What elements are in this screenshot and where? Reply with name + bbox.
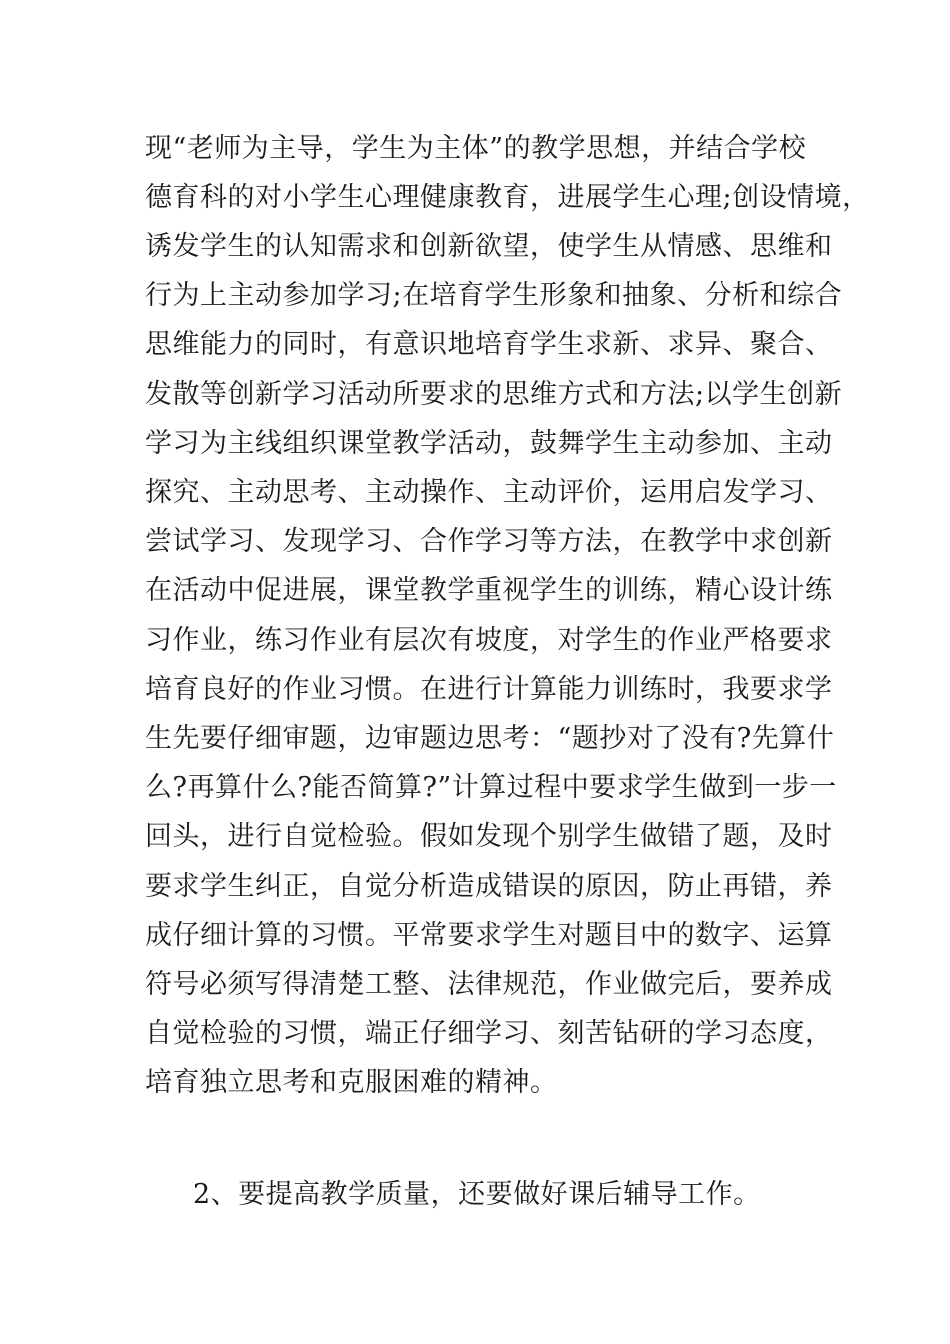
paragraph-line-3: 诱发学生的认知需求和创新欲望，使学生从情感、思维和	[145, 231, 833, 262]
paragraph-line-20: 培育独立思考和克服困难的精神。	[145, 1067, 558, 1098]
paragraph-line-6: 发散等创新学习活动所要求的思维方式和方法;以学生创新	[145, 379, 843, 410]
paragraph-line-12: 培育良好的作业习惯。在进行计算能力训练时，我要求学	[145, 674, 833, 705]
paragraph-line-13: 生先要仔细审题，边审题边思考：“题抄对了没有?先算什	[145, 723, 835, 754]
paragraph-line-15: 回头，进行自觉检验。假如发现个别学生做错了题，及时	[145, 821, 833, 852]
paragraph-line-7: 学习为主线组织课堂教学活动，鼓舞学生主动参加、主动	[145, 428, 833, 459]
paragraph-line-8: 探究、主动思考、主动操作、主动评价，运用启发学习、	[145, 477, 833, 508]
paragraph-line-5: 思维能力的同时，有意识地培育学生求新、求异、聚合、	[145, 329, 833, 360]
section-heading: 2、要提高教学质量，还要做好课后辅导工作。	[193, 1179, 761, 1210]
paragraph-line-19: 自觉检验的习惯，端正仔细学习、刻苦钻研的学习态度，	[145, 1018, 833, 1049]
paragraph-line-16: 要求学生纠正，自觉分析造成错误的原因，防止再错，养	[145, 871, 833, 902]
paragraph-line-17: 成仔细计算的习惯。平常要求学生对题目中的数字、运算	[145, 920, 833, 951]
paragraph-line-1: 现“老师为主导，学生为主体”的教学思想，并结合学校	[145, 133, 807, 164]
paragraph-line-10: 在活动中促进展，课堂教学重视学生的训练，精心设计练	[145, 575, 833, 606]
paragraph-line-9: 尝试学习、发现学习、合作学习等方法，在教学中求创新	[145, 526, 833, 557]
paragraph-line-18: 符号必须写得清楚工整、法律规范，作业做完后，要养成	[145, 969, 833, 1000]
paragraph-line-2: 德育科的对小学生心理健康教育，进展学生心理;创设情境，	[145, 182, 870, 213]
paragraph-line-11: 习作业，练习作业有层次有坡度，对学生的作业严格要求	[145, 625, 833, 656]
paragraph-line-14: 么?再算什么?能否简算?”计算过程中要求学生做到一步一	[145, 772, 837, 803]
paragraph-line-4: 行为上主动参加学习;在培育学生形象和抽象、分析和综合	[145, 280, 843, 311]
